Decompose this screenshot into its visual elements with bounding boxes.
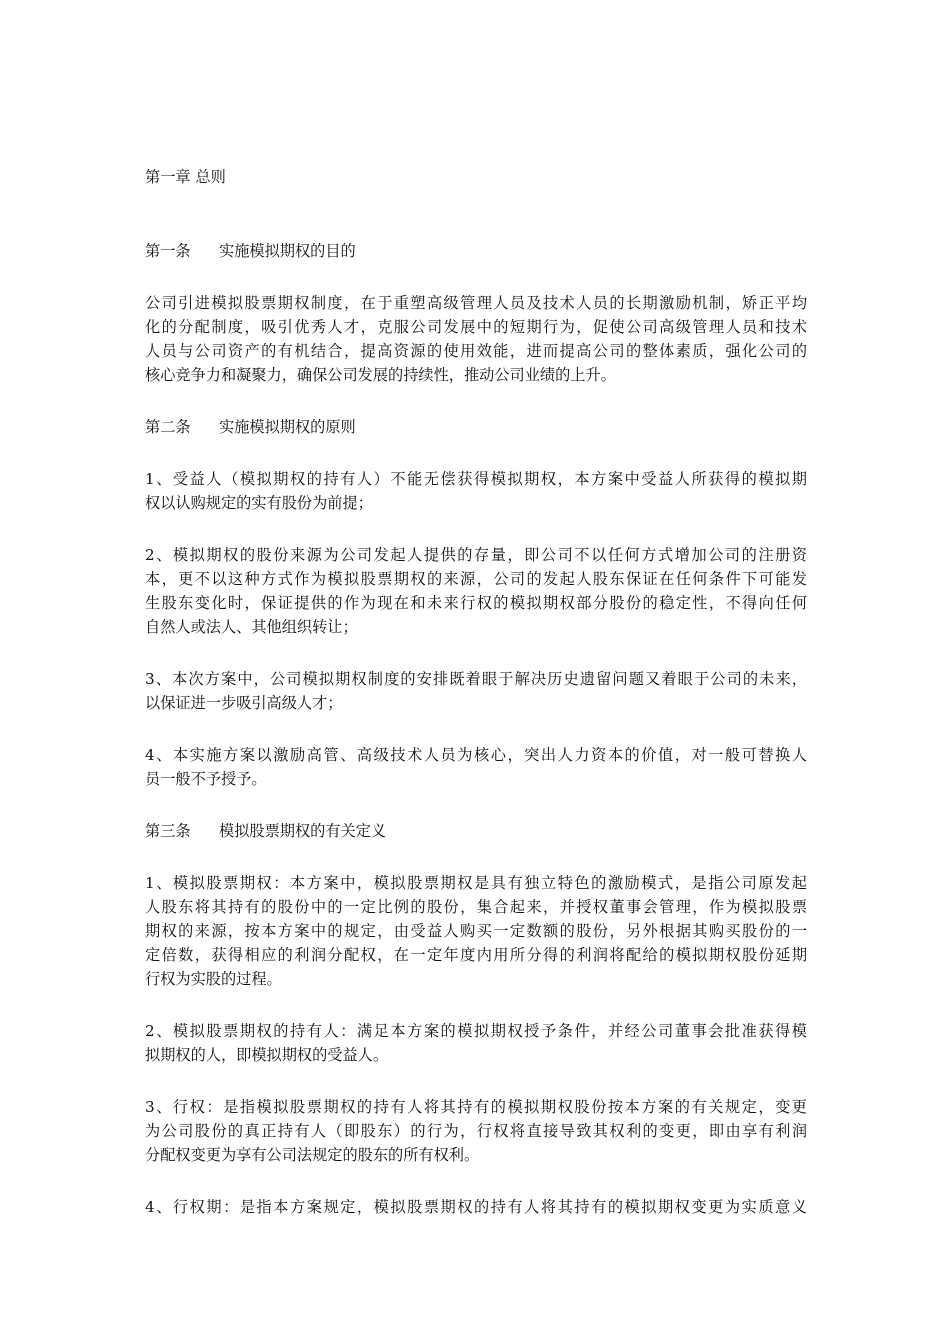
text-line: 2、模拟期权的股份来源为公司发起人提供的存量，即公司不以任何方式增加公司的注册资 <box>145 546 807 564</box>
section-title: 实施模拟期权的目的 <box>219 242 356 260</box>
paragraph <box>145 1195 807 1219</box>
text-line: 员一般不予授予。 <box>145 770 267 788</box>
text-line: 本，更不以这种方式作为模拟股票期权的来源，公司的发起人股东保证在任何条件下可能发 <box>145 570 807 588</box>
text-line: 人股东将其持有的股份中的一定比例的股份，集合起来，并授权董事会管理，作为模拟股票 <box>145 898 807 916</box>
text-line: 1、模拟股票期权：本方案中，模拟股票期权是具有独立特色的激励模式，是指公司原发起 <box>145 874 807 892</box>
paragraph <box>145 667 807 715</box>
text-line: 3、行权：是指模拟股票期权的持有人将其持有的模拟期权股份按本方案的有关规定，变更 <box>145 1098 807 1116</box>
paragraph <box>145 467 807 515</box>
text-line: 4、行权期：是指本方案规定，模拟股票期权的持有人将其持有的模拟期权变更为实质意义 <box>145 1198 807 1216</box>
section-title: 模拟股票期权的有关定义 <box>219 822 387 840</box>
text-line: 以保证进一步吸引高级人才； <box>145 694 343 712</box>
text-line: 为公司股份的真正持有人（即股东）的行为，行权将直接导致其权利的变更，即由享有利润 <box>145 1122 807 1140</box>
chapter-label: 第一章 <box>145 168 191 186</box>
text-line: 3、本次方案中，公司模拟期权制度的安排既着眼于解决历史遗留问题又着眼于公司的未来， <box>145 670 807 688</box>
paragraph <box>145 1019 807 1067</box>
text-line: 自然人或法人、其他组织转让； <box>145 618 358 636</box>
section-heading <box>145 819 807 843</box>
text-line: 生股东变化时，保证提供的作为现在和未来行权的模拟期权部分股份的稳定性，不得向任何 <box>145 594 807 612</box>
text-line: 1、受益人（模拟期权的持有人）不能无偿获得模拟期权，本方案中受益人所获得的模拟期 <box>145 470 807 488</box>
section-heading <box>145 415 807 439</box>
text-line: 人员与公司资产的有机结合，提高资源的使用效能，进而提高公司的整体素质，强化公司的 <box>145 342 807 360</box>
section-number: 第二条 <box>145 418 191 436</box>
text-line: 4、本实施方案以激励高管、高级技术人员为核心，突出人力资本的价值，对一般可替换人 <box>145 746 807 764</box>
section-heading <box>145 239 807 263</box>
section-title: 实施模拟期权的原则 <box>219 418 356 436</box>
text-line: 核心竞争力和凝聚力，确保公司发展的持续性，推动公司业绩的上升。 <box>145 366 616 384</box>
text-line: 分配权变更为享有公司法规定的股东的所有权利。 <box>145 1146 480 1164</box>
text-line: 期权的来源，按本方案中的规定，由受益人购买一定数额的股份，另外根据其购买股份的一 <box>145 922 807 940</box>
chapter-title: 总则 <box>195 168 226 186</box>
text-line: 权以认购规定的实有股份为前提； <box>145 494 373 512</box>
document-page <box>145 165 807 1219</box>
section-number: 第三条 <box>145 822 191 840</box>
chapter-heading <box>145 165 807 189</box>
paragraph <box>145 1095 807 1167</box>
text-line: 拟期权的人，即模拟期权的受益人。 <box>145 1046 388 1064</box>
section-number: 第一条 <box>145 242 191 260</box>
paragraph <box>145 543 807 639</box>
text-line: 2、模拟股票期权的持有人：满足本方案的模拟期权授予条件，并经公司董事会批准获得模 <box>145 1022 807 1040</box>
text-line: 公司引进模拟股票期权制度，在于重塑高级管理人员及技术人员的长期激励机制，矫正平均 <box>145 294 807 312</box>
paragraph <box>145 871 807 991</box>
text-line: 化的分配制度，吸引优秀人才，克服公司发展中的短期行为，促使公司高级管理人员和技术 <box>145 318 807 336</box>
text-line: 定倍数，获得相应的利润分配权，在一定年度内用所分得的利润将配给的模拟期权股份延期 <box>145 946 807 964</box>
paragraph <box>145 743 807 791</box>
text-line: 行权为实股的过程。 <box>145 970 282 988</box>
paragraph <box>145 291 807 387</box>
